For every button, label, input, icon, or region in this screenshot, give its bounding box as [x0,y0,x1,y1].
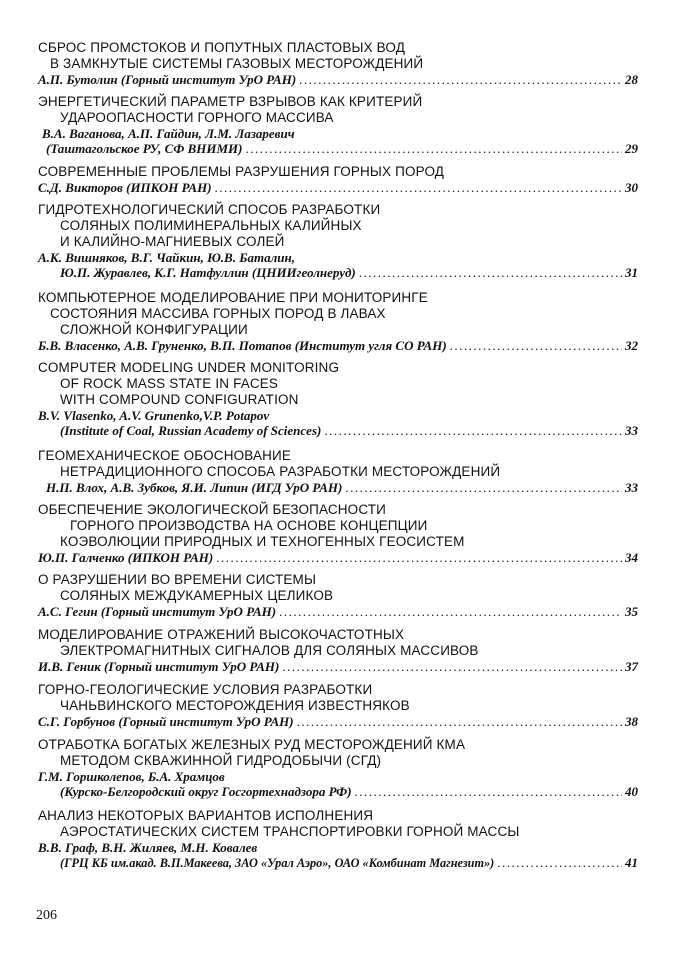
entry-page-number: 30 [625,180,638,195]
entry-title-line: В ЗАМКНУТЫЕ СИСТЕМЫ ГАЗОВЫХ МЕСТОРОЖДЕНИЙ [50,56,424,71]
toc-entry [38,808,638,871]
entry-page-number: 34 [625,550,638,565]
entry-title-line: КОМПЬЮТЕРНОЕ МОДЕЛИРОВАНИЕ ПРИ МОНИТОРИНГЕ [38,290,428,305]
entry-title-line: И КАЛИЙНО-МАГНИЕВЫХ СОЛЕЙ [60,234,285,249]
entry-title-line: COMPUTER MODELING UNDER MONITORING [38,360,340,375]
entry-page-number: 31 [625,265,638,280]
entry-author-row [38,659,638,674]
entry-author-row [38,784,638,799]
entry-authors: А.П. Бутолин (Горный институт УрО РАН) [38,72,297,87]
entry-title-line: СОЛЯНЫХ МЕЖДУКАМЕРНЫХ ЦЕЛИКОВ [60,588,334,603]
entry-authors: (Institute of Coal, Russian Academy of Sciences) [60,423,322,438]
entry-page-number: 41 [625,855,638,870]
entry-authors: Ю.П. Журавлев, К.Г. Натфуллин (ЦНИИгеолнеруд) [60,265,356,280]
toc-entry [38,448,638,495]
entry-author-row [38,604,638,619]
leader-dots [246,141,623,156]
entry-title-line: ЧАНЬВИНСКОГО МЕСТОРОЖДЕНИЯ ИЗВЕСТНЯКОВ [60,698,410,713]
entry-author-row [38,338,638,353]
entry-title-line: OF ROCK MASS STATE IN FACES [60,376,279,391]
entry-title-line: ЭЛЕКТРОМАГНИТНЫХ СИГНАЛОВ ДЛЯ СОЛЯНЫХ МАССИВОВ [60,643,479,658]
entry-page-number: 29 [625,141,638,156]
entry-page-number: 33 [625,480,638,495]
leader-dots [355,784,622,799]
entry-authors: Ю.П. Галченко (ИПКОН РАН) [38,550,214,565]
entry-title-line: СОЛЯНЫХ ПОЛИМИНЕРАЛЬНЫХ КАЛИЙНЫХ [60,218,362,233]
entry-authors: Н.П. Влох, А.В. Зубков, Я.И. Липин (ИГД УрО РАН) [46,480,343,495]
entry-authors: B.V. Vlasenko, A.V. Grunenko,V.P. Potapov [38,408,270,423]
leader-dots [297,714,622,729]
entry-authors: (Таштагольское РУ, СФ ВНИМИ) [46,141,243,156]
entry-authors: В.В. Граф, В.Н. Жиляев, М.Н. Ковалев [38,840,258,855]
entry-title-line: СБРОС ПРОМСТОКОВ И ПОПУТНЫХ ПЛАСТОВЫХ ВОД [38,40,405,55]
leader-dots [324,423,622,438]
entry-title-line: НЕТРАДИЦИОННОГО СПОСОБА РАЗРАБОТКИ МЕСТОРОЖДЕНИЙ [60,464,501,479]
entry-author-row [38,550,638,565]
entry-title-line: ГИДРОТЕХНОЛОГИЧЕСКИЙ СПОСОБ РАЗРАБОТКИ [38,202,381,217]
entry-page-number: 28 [625,72,638,87]
entry-authors: А.С. Гегин (Горный институт УрО РАН) [38,604,277,619]
entry-title-line: АЭРОСТАТИЧЕСКИХ СИСТЕМ ТРАНСПОРТИРОВКИ ГОРНОЙ МАССЫ [60,824,520,839]
entry-title-line: МЕТОДОМ СКВАЖИННОЙ ГИДРОДОБЫЧИ (СГД) [60,753,382,768]
entry-page-number: 38 [625,714,638,729]
toc-entry [38,40,638,87]
toc-entry [38,682,638,729]
entry-title-line: СОВРЕМЕННЫЕ ПРОБЛЕМЫ РАЗРУШЕНИЯ ГОРНЫХ ПОРОД [38,164,445,179]
entry-title-line: МОДЕЛИРОВАНИЕ ОТРАЖЕНИЙ ВЫСОКОЧАСТОТНЫХ [38,627,405,642]
entry-page-number: 32 [625,338,638,353]
leader-dots [450,338,622,353]
toc-entry [38,290,638,353]
toc-entry [38,737,638,799]
entry-title-line: КОЭВОЛЮЦИИ ПРИРОДНЫХ И ТЕХНОГЕННЫХ ГЕОСИСТЕМ [60,534,465,549]
leader-dots [216,550,622,565]
entry-title-line: ГОРНОГО ПРОИЗВОДСТВА НА ОСНОВЕ КОНЦЕПЦИИ [70,518,428,533]
entry-authors: С.Д. Викторов (ИПКОН РАН) [38,180,212,195]
entry-author-row [38,480,638,495]
leader-dots [282,659,622,674]
entry-authors: В.А. Ваганова, А.П. Гайдин, Л.М. Лазаревич [42,126,295,141]
entry-author-row [38,714,638,729]
entry-page-number: 40 [625,784,638,799]
entry-authors: С.Г. Горбунов (Горный институт УрО РАН) [38,714,294,729]
entry-title-line: ОТРАБОТКА БОГАТЫХ ЖЕЛЕЗНЫХ РУД МЕСТОРОЖДЕНИЙ КМА [38,737,466,752]
entry-title-line: УДАРООПАСНОСТИ ГОРНОГО МАССИВА [60,110,334,125]
entry-authors: Б.В. Власенко, А.В. Груненко, В.П. Потапов (Институт угля СО РАН) [38,338,447,353]
entry-title-line: О РАЗРУШЕНИИ ВО ВРЕМЕНИ СИСТЕМЫ [38,572,317,587]
leader-dots [215,180,622,195]
entry-title-line: WITH COMPOUND CONFIGURATION [60,392,299,407]
entry-authors: (Курско-Белгородский округ Госгортехнадзора РФ) [60,784,352,799]
entry-authors: Г.М. Горшколепов, Б.А. Храмцов [38,769,225,784]
toc-entry [38,627,638,674]
leader-dots [359,265,622,280]
entry-title-line: ЭНЕРГЕТИЧЕСКИЙ ПАРАМЕТР ВЗРЫВОВ КАК КРИТЕРИЙ [38,94,423,109]
entry-title-line: СОСТОЯНИЯ МАССИВА ГОРНЫХ ПОРОД В ЛАВАХ [50,306,386,321]
entry-title-line: ГОРНО-ГЕОЛОГИЧЕСКИЕ УСЛОВИЯ РАЗРАБОТКИ [38,682,373,697]
page-number: 206 [36,908,57,923]
entry-author-row [38,265,638,280]
entry-page-number: 37 [625,659,638,674]
entry-authors: А.К. Вишняков, В.Г. Чайкин, Ю.В. Баталин, [38,250,295,265]
entry-author-row [38,180,638,195]
entry-authors: (ГРЦ КБ им.акад. В.П.Макеева, ЗАО «Урал Аэро», ОАО «Комбинат Магнезит») [60,856,495,870]
entry-title-line: ГЕОМЕХАНИЧЕСКОЕ ОБОСНОВАНИЕ [38,448,292,463]
entry-title-line: АНАЛИЗ НЕКОТОРЫХ ВАРИАНТОВ ИСПОЛНЕНИЯ [38,808,374,823]
toc-entry [38,94,638,156]
toc-entry [38,572,638,619]
toc-entry [38,502,638,565]
entry-author-row [38,423,638,438]
entry-title-line: ОБЕСПЕЧЕНИЕ ЭКОЛОГИЧЕСКОЙ БЕЗОПАСНОСТИ [38,502,387,517]
toc-entry [38,360,638,438]
entry-author-row [38,141,638,156]
entry-authors: И.В. Геник (Горный институт УрО РАН) [38,659,280,674]
leader-dots [497,855,622,870]
leader-dots [299,72,622,87]
leader-dots [279,604,622,619]
toc-entry [38,164,638,195]
toc-entry [38,202,638,280]
entry-author-row [38,855,638,871]
entry-page-number: 35 [625,604,638,619]
entry-author-row [38,72,638,87]
leader-dots [345,480,622,495]
entry-page-number: 33 [625,423,638,438]
entry-title-line: СЛОЖНОЙ КОНФИГУРАЦИИ [60,322,248,337]
